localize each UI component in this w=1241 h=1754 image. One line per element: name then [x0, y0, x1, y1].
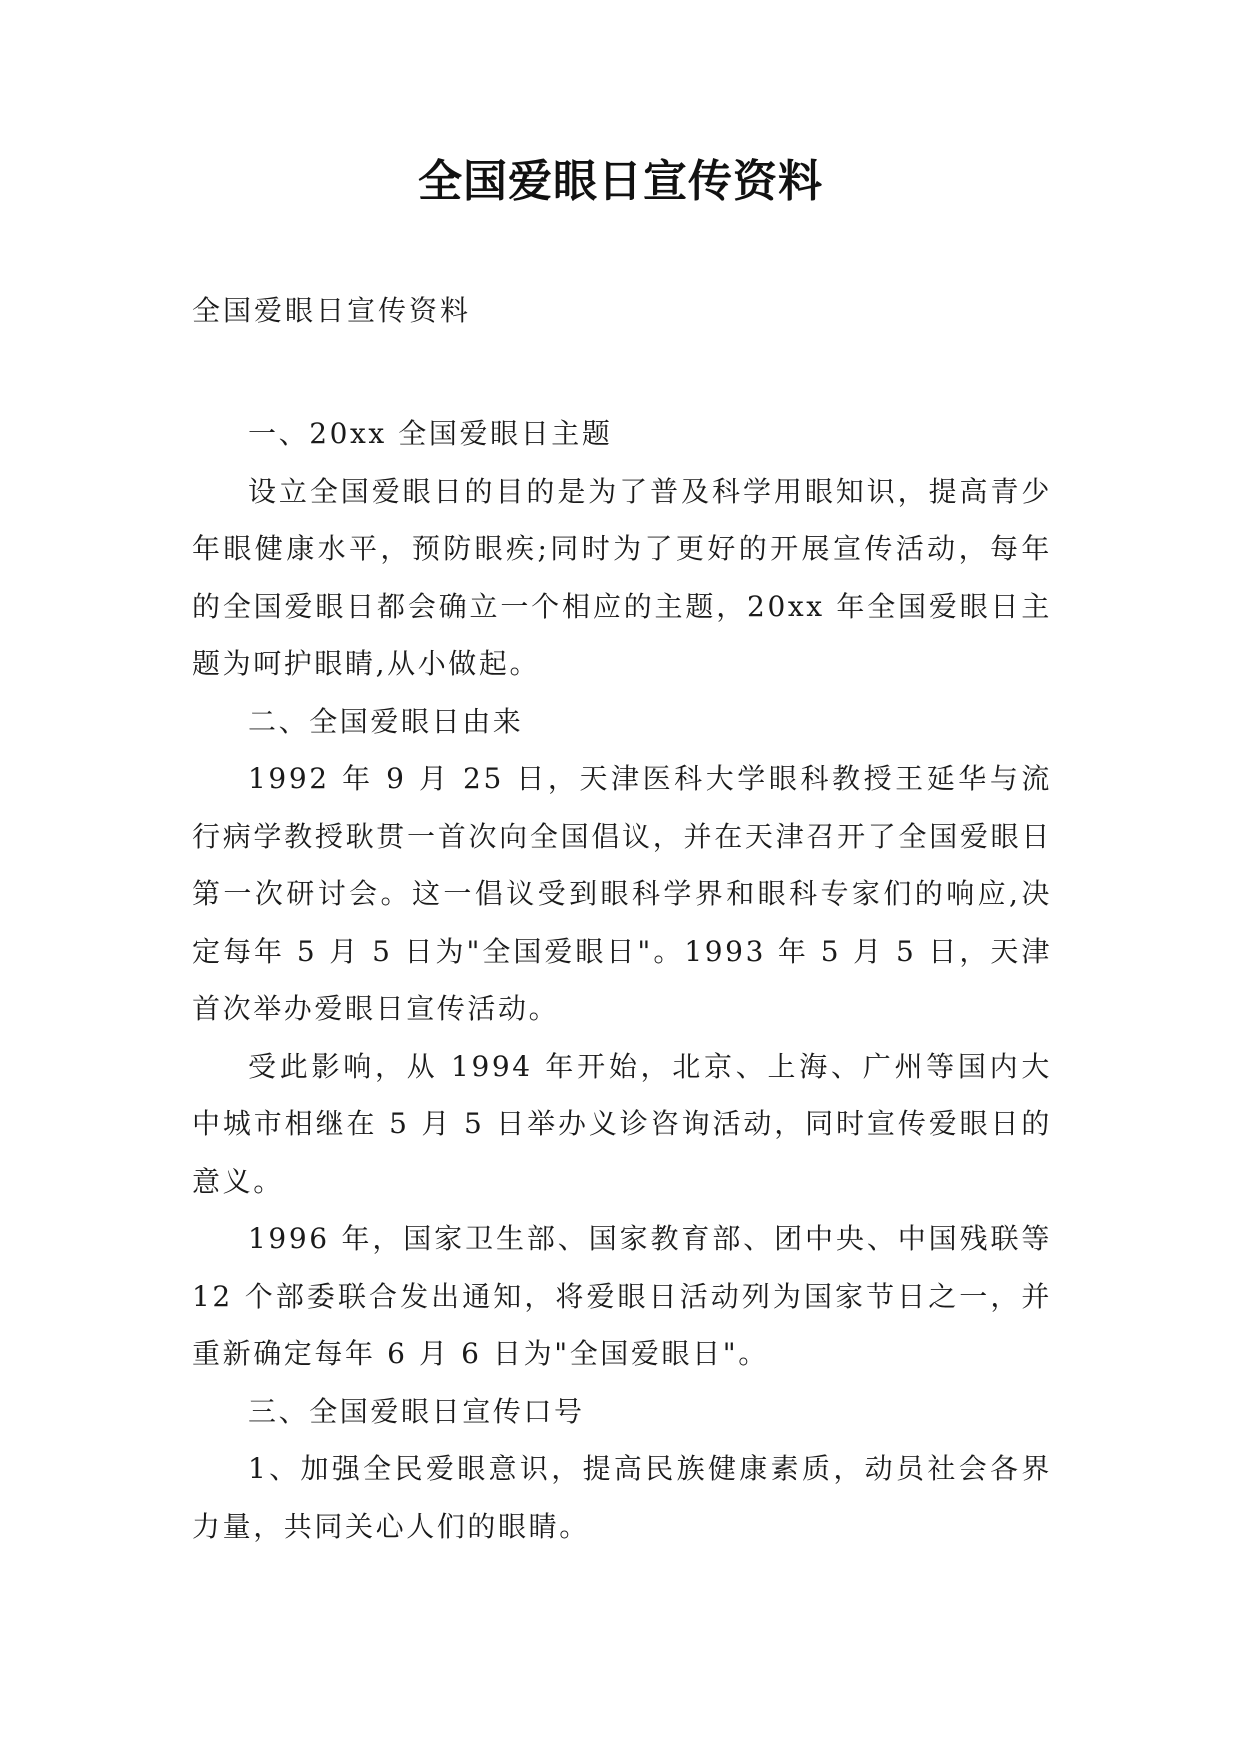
document-body — [192, 405, 1052, 1555]
document-subtitle: 全国爱眼日宣传资料 — [192, 294, 472, 327]
document-title: 全国爱眼日宣传资料 — [418, 156, 823, 207]
paragraph-origin-1992: 1992 年 9 月 25 日，天津医科大学眼科教授王延华与流行病学教授耿贯一首次向全国倡议，并在天津召开了全国爱眼日第一次研讨会。这一倡议受到眼科学界和眼科专家们的响应,决定每年 5 月 5 日为"全国爱眼日"。1993 年 5 月 5 日，天津首次举办爱眼日宣传活动。 — [192, 762, 1052, 1025]
paragraph-influence-1994: 受此影响，从 1994 年开始，北京、上海、广州等国内大中城市相继在 5 月 5 日举办义诊咨询活动，同时宣传爱眼日的意义。 — [192, 1049, 1052, 1198]
paragraph-purpose: 设立全国爱眼日的目的是为了普及科学用眼知识，提高青少年眼健康水平，预防眼疾;同时为了更好的开展宣传活动，每年的全国爱眼日都会确立一个相应的主题，20xx 年全国爱眼日主题为呵护眼睛,从小做起。 — [192, 474, 1052, 680]
section-heading-origin: 二、全国爱眼日由来 — [248, 704, 524, 738]
paragraph-1996-notice: 1996 年，国家卫生部、国家教育部、团中央、中国残联等 12 个部委联合发出通知，将爱眼日活动列为国家节日之一，并重新确定每年 6 月 6 日为"全国爱眼日"。 — [192, 1222, 1052, 1370]
paragraph-slogan-1: 1、加强全民爱眼意识，提高民族健康素质，动员社会各界力量，共同关心人们的眼睛。 — [192, 1452, 1052, 1543]
section-heading-theme: 一、20xx 全国爱眼日主题 — [248, 417, 613, 450]
section-heading-slogans: 三、全国爱眼日宣传口号 — [248, 1394, 585, 1428]
